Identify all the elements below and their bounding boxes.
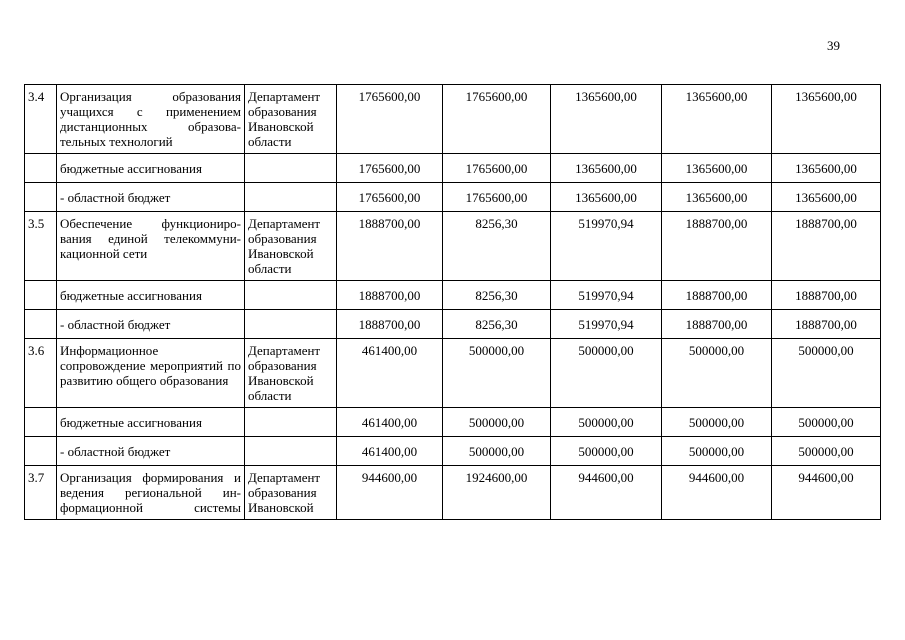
table-row-section	[25, 339, 881, 408]
amount-cell: 1888700,00	[662, 212, 772, 281]
section-name: Обеспечение функциониро-вания единой телекоммуни-кационной сети	[57, 212, 245, 281]
section-number: 3.7	[25, 466, 57, 520]
section-number: 3.5	[25, 212, 57, 281]
amount-cell: 500000,00	[443, 408, 551, 437]
amount-cell: 1888700,00	[337, 212, 443, 281]
table-row-section	[25, 212, 881, 281]
table-row-subitem	[25, 310, 881, 339]
empty-cell	[25, 281, 57, 310]
section-number: 3.6	[25, 339, 57, 408]
budget-table-body	[25, 85, 881, 520]
amount-cell: 1365600,00	[662, 183, 772, 212]
amount-cell: 500000,00	[443, 339, 551, 408]
amount-cell: 500000,00	[662, 437, 772, 466]
executor: Департамент образования Ивановской области	[245, 212, 337, 281]
empty-cell	[245, 437, 337, 466]
amount-cell: 1765600,00	[337, 154, 443, 183]
amount-cell: 500000,00	[662, 339, 772, 408]
amount-cell: 944600,00	[337, 466, 443, 520]
amount-cell: 1888700,00	[337, 281, 443, 310]
table-row-subitem	[25, 183, 881, 212]
empty-cell	[245, 281, 337, 310]
amount-cell: 1365600,00	[772, 183, 881, 212]
empty-cell	[25, 154, 57, 183]
subitem-label: бюджетные ассигнования	[57, 408, 245, 437]
amount-cell: 944600,00	[772, 466, 881, 520]
amount-cell: 461400,00	[337, 339, 443, 408]
amount-cell: 519970,94	[551, 310, 662, 339]
amount-cell: 1888700,00	[337, 310, 443, 339]
empty-cell	[25, 408, 57, 437]
amount-cell: 1765600,00	[443, 154, 551, 183]
section-name: Информационное сопровождение мероприятий по развитию общего образования	[57, 339, 245, 408]
amount-cell: 1924600,00	[443, 466, 551, 520]
budget-table	[24, 84, 881, 520]
empty-cell	[245, 310, 337, 339]
executor: Департамент образования Ивановской области	[245, 85, 337, 154]
empty-cell	[245, 154, 337, 183]
section-name: Организация образования учащихся с применением дистанционных образова-тельных технологий	[57, 85, 245, 154]
table-row-subitem	[25, 408, 881, 437]
amount-cell: 1365600,00	[662, 85, 772, 154]
table-row-section	[25, 85, 881, 154]
amount-cell: 500000,00	[662, 408, 772, 437]
amount-cell: 519970,94	[551, 281, 662, 310]
empty-cell	[25, 310, 57, 339]
amount-cell: 944600,00	[551, 466, 662, 520]
amount-cell: 500000,00	[772, 339, 881, 408]
amount-cell: 500000,00	[772, 437, 881, 466]
amount-cell: 500000,00	[551, 408, 662, 437]
amount-cell: 500000,00	[772, 408, 881, 437]
empty-cell	[245, 183, 337, 212]
amount-cell: 500000,00	[443, 437, 551, 466]
amount-cell: 1365600,00	[772, 85, 881, 154]
amount-cell: 519970,94	[551, 212, 662, 281]
subitem-label: бюджетные ассигнования	[57, 154, 245, 183]
executor: Департамент образования Ивановской	[245, 466, 337, 520]
amount-cell: 461400,00	[337, 408, 443, 437]
amount-cell: 8256,30	[443, 310, 551, 339]
amount-cell: 1365600,00	[551, 85, 662, 154]
amount-cell: 1888700,00	[662, 281, 772, 310]
amount-cell: 1765600,00	[337, 85, 443, 154]
amount-cell: 8256,30	[443, 212, 551, 281]
amount-cell: 1888700,00	[662, 310, 772, 339]
empty-cell	[25, 437, 57, 466]
section-name: Организация формирования и ведения региональной ин-формационной системы	[57, 466, 245, 520]
subitem-label: - областной бюджет	[57, 183, 245, 212]
amount-cell: 1765600,00	[443, 183, 551, 212]
amount-cell: 944600,00	[662, 466, 772, 520]
section-number: 3.4	[25, 85, 57, 154]
table-row-section	[25, 466, 881, 520]
amount-cell: 1888700,00	[772, 281, 881, 310]
subitem-label: бюджетные ассигнования	[57, 281, 245, 310]
amount-cell: 461400,00	[337, 437, 443, 466]
amount-cell: 1365600,00	[662, 154, 772, 183]
amount-cell: 8256,30	[443, 281, 551, 310]
amount-cell: 1888700,00	[772, 310, 881, 339]
executor: Департамент образования Ивановской области	[245, 339, 337, 408]
empty-cell	[25, 183, 57, 212]
amount-cell: 1365600,00	[551, 183, 662, 212]
amount-cell: 1765600,00	[337, 183, 443, 212]
subitem-label: - областной бюджет	[57, 437, 245, 466]
subitem-label: - областной бюджет	[57, 310, 245, 339]
amount-cell: 1765600,00	[443, 85, 551, 154]
table-row-subitem	[25, 437, 881, 466]
amount-cell: 500000,00	[551, 339, 662, 408]
amount-cell: 1365600,00	[772, 154, 881, 183]
table-row-subitem	[25, 154, 881, 183]
page-number: 39	[827, 38, 840, 53]
amount-cell: 500000,00	[551, 437, 662, 466]
table-row-subitem	[25, 281, 881, 310]
amount-cell: 1888700,00	[772, 212, 881, 281]
amount-cell: 1365600,00	[551, 154, 662, 183]
empty-cell	[245, 408, 337, 437]
